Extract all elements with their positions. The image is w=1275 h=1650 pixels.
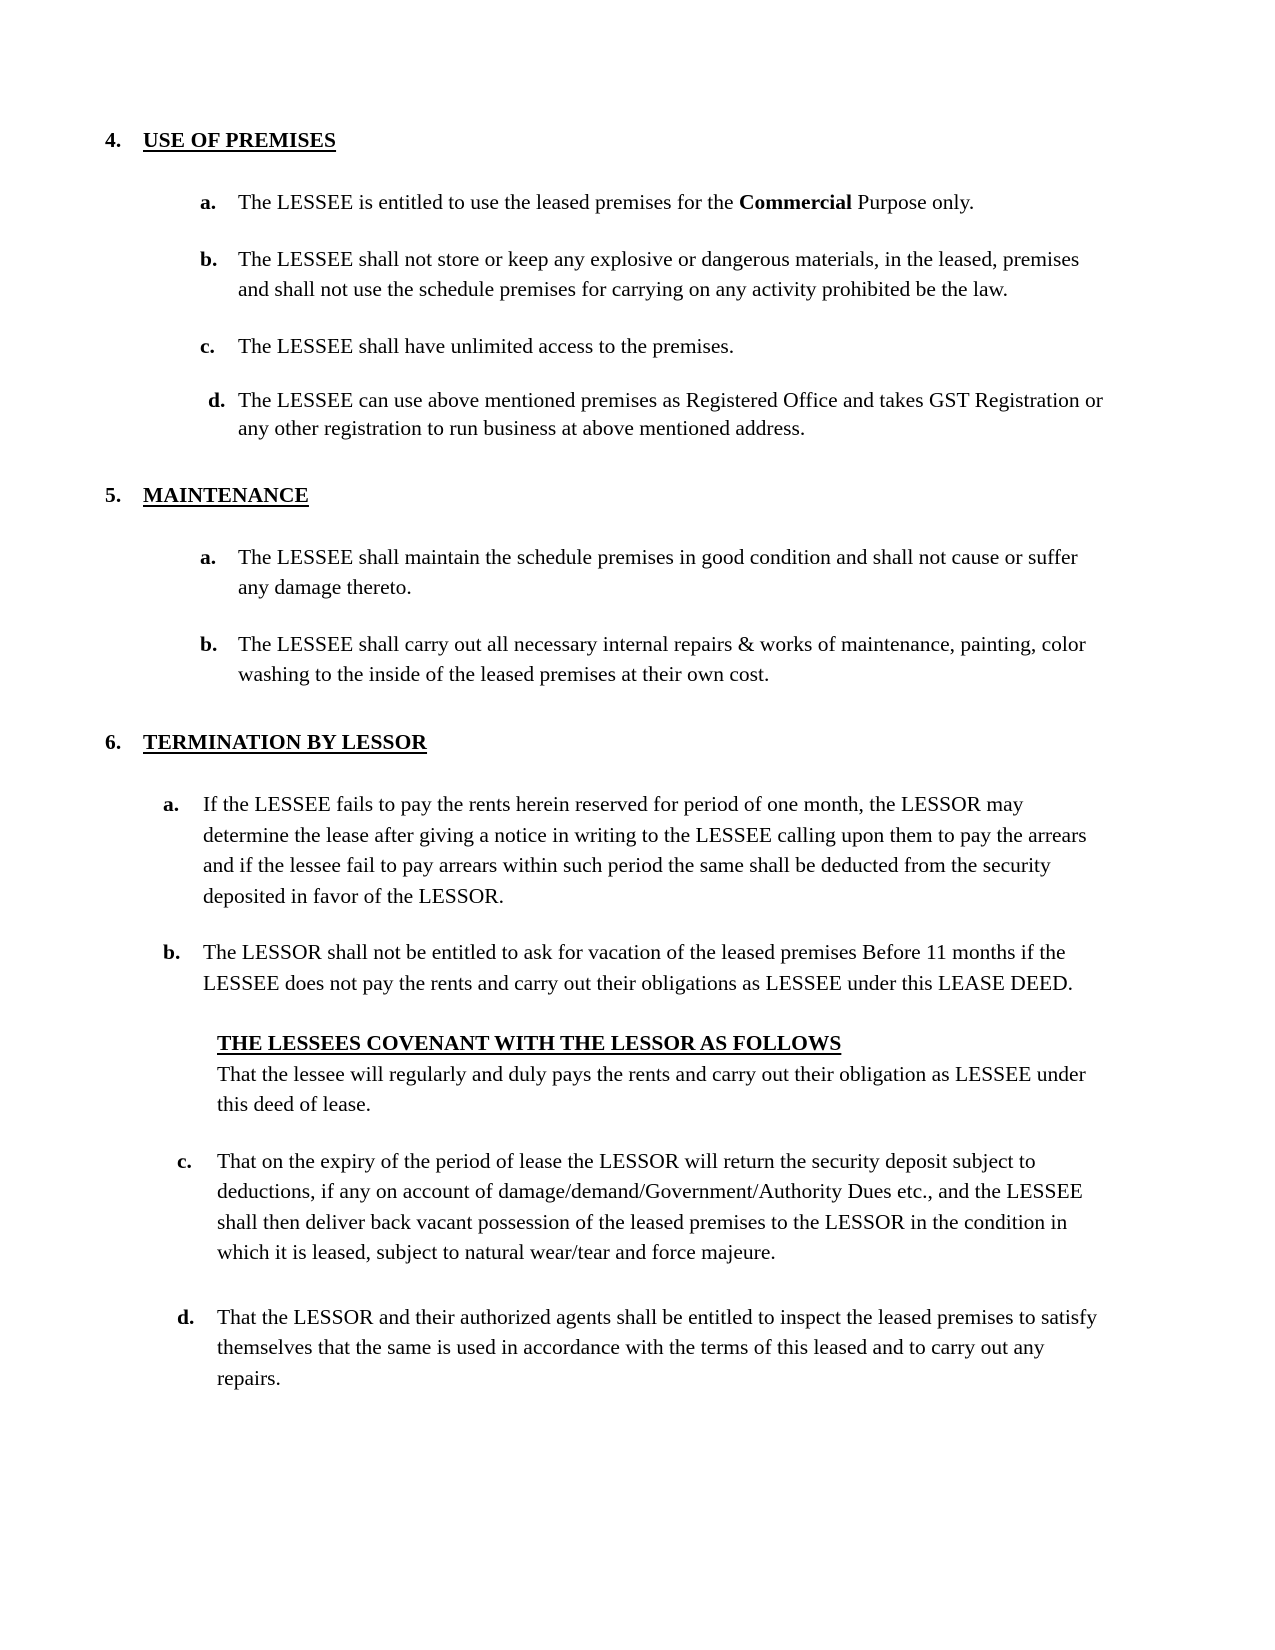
list-marker: a. bbox=[163, 792, 180, 816]
section-title: MAINTENANCE bbox=[143, 482, 309, 507]
list-item-text: The LESSEE shall maintain the schedule premises in good condition and shall not cause or suffer any damage thereto. bbox=[238, 544, 1078, 600]
list-item bbox=[200, 629, 1105, 690]
covenant-block bbox=[217, 1028, 1105, 1120]
text-before-bold: The LESSEE is entitled to use the leased premises for the bbox=[238, 190, 739, 214]
section-title: TERMINATION BY LESSOR bbox=[143, 730, 428, 754]
list-marker: c. bbox=[200, 333, 215, 358]
section-number: 6. bbox=[105, 730, 122, 754]
list-item bbox=[200, 187, 1105, 218]
list-marker: b. bbox=[200, 631, 218, 656]
text-after-bold: Purpose only. bbox=[852, 190, 975, 214]
list-item-text: The LESSEE can use above mentioned premises as Registered Office and takes GST Registration or any other registration to run business at above mentioned address. bbox=[238, 388, 1103, 440]
covenant-text: That the lessee will regularly and duly pays the rents and carry out their obligation as LESSEE under this deed of lease. bbox=[217, 1061, 1086, 1117]
list-item bbox=[200, 244, 1105, 305]
list-item-text: That on the expiry of the period of lease the LESSOR will return the security deposit subject to deductions, if any on account of damage/demand/Government/Authority Dues etc., and the LESSEE shall then deliver back vacant possession of the leased premises to the LESSOR in the condition in which it is leased, subject to natural wear/tear and force majeure. bbox=[217, 1148, 1083, 1265]
list-marker: c. bbox=[177, 1148, 192, 1173]
list-item-text: The LESSEE shall carry out all necessary internal repairs & works of maintenance, painting, color washing to the inside of the leased premises at their own cost. bbox=[238, 631, 1086, 687]
list-item bbox=[208, 387, 1105, 443]
section-heading-4 bbox=[105, 128, 1105, 153]
list-item bbox=[163, 937, 1105, 998]
list-item-text: The LESSOR shall not be entitled to ask for vacation of the leased premises Before 11 months if the LESSEE does not pay the rents and carry out their obligations as LESSEE under this LEASE DEED. bbox=[203, 940, 1074, 995]
list-item-text: The LESSEE shall not store or keep any explosive or dangerous materials, in the leased, premises and shall not use the schedule premises for carrying on any activity prohibited be the law. bbox=[238, 246, 1080, 302]
section-heading-5 bbox=[105, 483, 1105, 508]
list-marker: b. bbox=[163, 940, 181, 965]
list-item bbox=[200, 542, 1105, 603]
emphasis-commercial: Commercial bbox=[738, 190, 852, 214]
page-content bbox=[105, 128, 1105, 1393]
list-item-text: That the LESSOR and their authorized agents shall be entitled to inspect the leased premises to satisfy themselves that the same is used in accordance with the terms of this leased and to carry out any repairs. bbox=[217, 1304, 1098, 1390]
list-marker: d. bbox=[177, 1304, 195, 1329]
list-item bbox=[200, 331, 1105, 362]
list-item-text bbox=[238, 187, 1105, 218]
list-item bbox=[163, 789, 1105, 911]
covenant-heading-line bbox=[217, 1028, 1105, 1059]
section-heading-6 bbox=[105, 730, 1105, 755]
section-number: 4. bbox=[105, 128, 122, 152]
list-marker: b. bbox=[200, 246, 218, 271]
list-marker: a. bbox=[200, 190, 217, 214]
list-item-text: If the LESSEE fails to pay the rents herein reserved for period of one month, the LESSOR may determine the lease after giving a notice in writing to the LESSEE calling upon them to pay the arrears and if the lessee fail to pay arrears within such period the same shall be deducted from the security deposited in favor of the LESSOR. bbox=[203, 792, 1087, 908]
section-title: USE OF PREMISES bbox=[143, 128, 337, 152]
section-number: 5. bbox=[105, 482, 122, 507]
covenant-heading: THE LESSEES COVENANT WITH THE LESSOR AS FOLLOWS bbox=[217, 1031, 842, 1056]
list-item bbox=[177, 1146, 1105, 1268]
list-item bbox=[177, 1302, 1105, 1394]
list-marker: a. bbox=[200, 544, 217, 569]
list-marker: d. bbox=[208, 388, 226, 413]
list-item-text: The LESSEE shall have unlimited access to the premises. bbox=[238, 333, 735, 358]
